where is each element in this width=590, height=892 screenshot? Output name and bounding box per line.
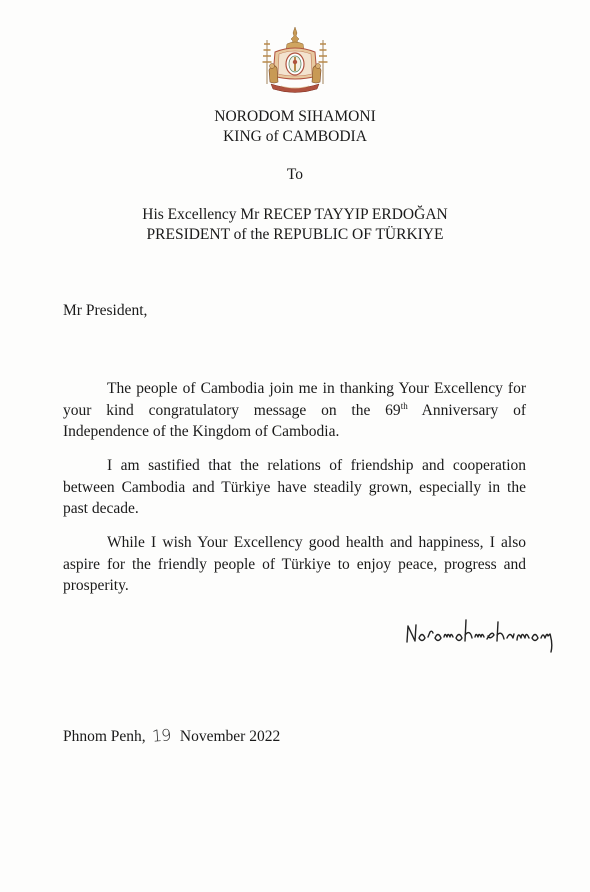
royal-arms-emblem-icon xyxy=(261,26,329,96)
ordinal-suffix: th xyxy=(400,400,408,411)
body-paragraph-2: I am sastified that the relations of friendship and cooperation between Cambodia and Türkiye have steadily grown, especially in the past decade. xyxy=(63,457,526,517)
date-day-handwritten: 19 xyxy=(150,725,171,746)
body-paragraph-1-end: Anniversary of Independence of the Kingdom of Cambodia. xyxy=(63,401,527,440)
date-place: Phnom Penh, xyxy=(63,728,146,745)
recipient-line-2: PRESIDENT of the REPUBLIC OF TÜRKIYE xyxy=(146,226,444,243)
handwritten-signature-icon xyxy=(404,612,560,654)
body-paragraph-3: While I wish Your Excellency good health and happiness, I also aspire for the friendly people of Türkiye to enjoy peace, progress and prosperity. xyxy=(63,534,526,594)
body-paragraph-1-text: The people of Cambodia join me in thanking Your Excellency for your kind congratulatory message on the 69 xyxy=(63,380,526,419)
sender-title: KING of CAMBODIA xyxy=(223,128,367,145)
body-paragraph-1 xyxy=(63,378,526,443)
recipient-line-1: His Excellency Mr RECEP TAYYIP ERDOĞAN xyxy=(142,206,448,223)
date-line xyxy=(63,727,280,746)
to-label: To xyxy=(286,166,304,183)
date-month-year: November 2022 xyxy=(179,728,281,745)
sender-name: NORODOM SIHAMONI xyxy=(214,108,376,125)
salutation: Mr President, xyxy=(63,302,148,319)
